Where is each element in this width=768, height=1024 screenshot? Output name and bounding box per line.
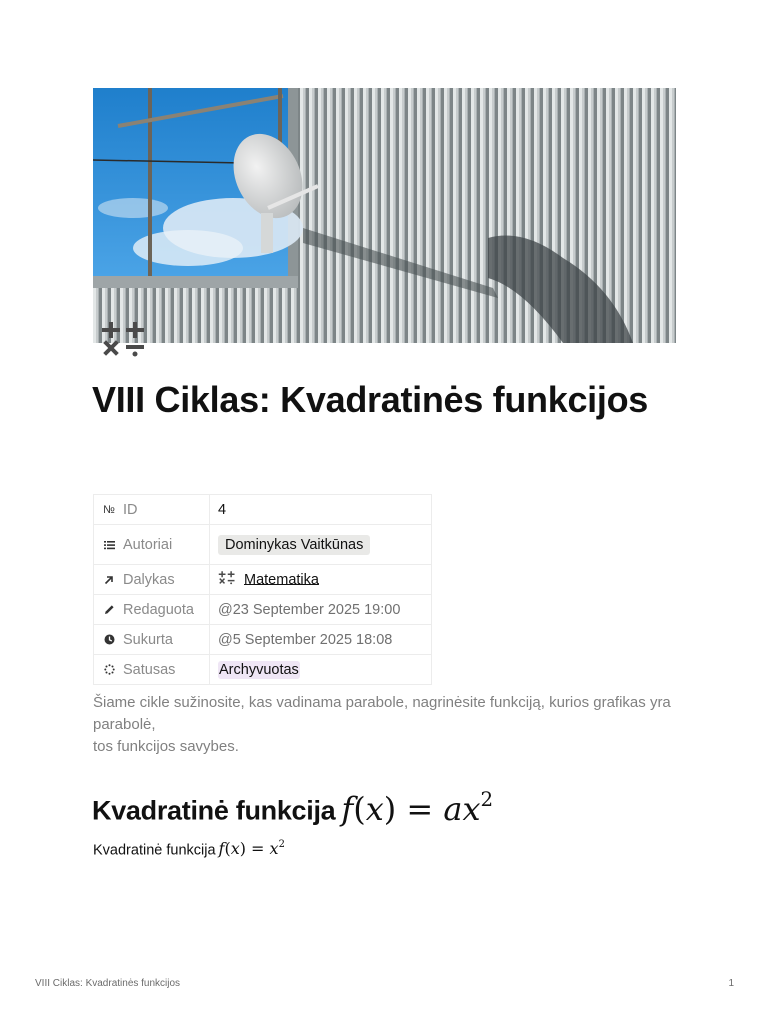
- property-row-redaguota: [94, 595, 432, 625]
- list-icon: [102, 539, 116, 551]
- property-row-id: [94, 495, 432, 525]
- heading-formula: $f(x) = ax^2$: [341, 788, 494, 828]
- clock-icon: [102, 634, 116, 646]
- relation-arrow-icon: [102, 574, 116, 586]
- number-icon: №: [103, 503, 115, 516]
- description-line: tos funkcijos savybes.: [93, 738, 239, 755]
- heading-text: Kvadratinė funkcija: [92, 795, 336, 826]
- property-row-sukurta: [94, 625, 432, 655]
- body-paragraph: [93, 834, 285, 862]
- property-name: Satusas: [94, 655, 210, 685]
- math-operations-icon: [218, 571, 236, 589]
- math-operations-icon: [100, 322, 148, 358]
- status-badge[interactable]: Archyvuotas: [219, 661, 299, 678]
- footer-title: VIII Ciklas: Kvadratinės funkcijos: [35, 978, 181, 989]
- status-spinner-icon: [102, 664, 116, 676]
- property-name: № ID: [94, 495, 210, 525]
- property-value[interactable]: [210, 625, 432, 655]
- property-name: Autoriai: [94, 525, 210, 565]
- section-heading: [92, 780, 493, 833]
- person-chip[interactable]: Dominykas Vaitkūnas: [218, 535, 370, 555]
- property-value[interactable]: 4: [210, 495, 432, 525]
- property-value[interactable]: [210, 595, 432, 625]
- property-name: Redaguota: [94, 595, 210, 625]
- paragraph-formula: $f(x) = x^2$: [218, 839, 285, 859]
- page-title: VIII Ciklas: Kvadratinės funkcijos: [92, 379, 648, 420]
- property-row-satusas: [94, 655, 432, 685]
- properties-table: [93, 494, 432, 685]
- property-value[interactable]: [210, 565, 432, 595]
- page-number: 1: [728, 978, 734, 989]
- property-name: Dalykas: [94, 565, 210, 595]
- pencil-icon: [102, 604, 116, 616]
- property-row-autoriai: [94, 525, 432, 565]
- property-row-dalykas: [94, 565, 432, 595]
- description-line: Šiame cikle sužinosite, kas vadinama parabole, nagrinėsite funkciją, kurios grafikas yra parabolė,: [93, 694, 671, 733]
- cover-image: [93, 88, 676, 343]
- property-value[interactable]: [210, 655, 432, 685]
- page-description: [93, 692, 673, 758]
- paragraph-text: Kvadratinė funkcija: [93, 842, 216, 859]
- property-name: Sukurta: [94, 625, 210, 655]
- property-value[interactable]: [210, 525, 432, 565]
- subject-link[interactable]: Matematika: [244, 571, 319, 588]
- date-mention[interactable]: @23 September 2025 19:00: [218, 601, 401, 618]
- date-mention[interactable]: @5 September 2025 18:08: [218, 631, 393, 648]
